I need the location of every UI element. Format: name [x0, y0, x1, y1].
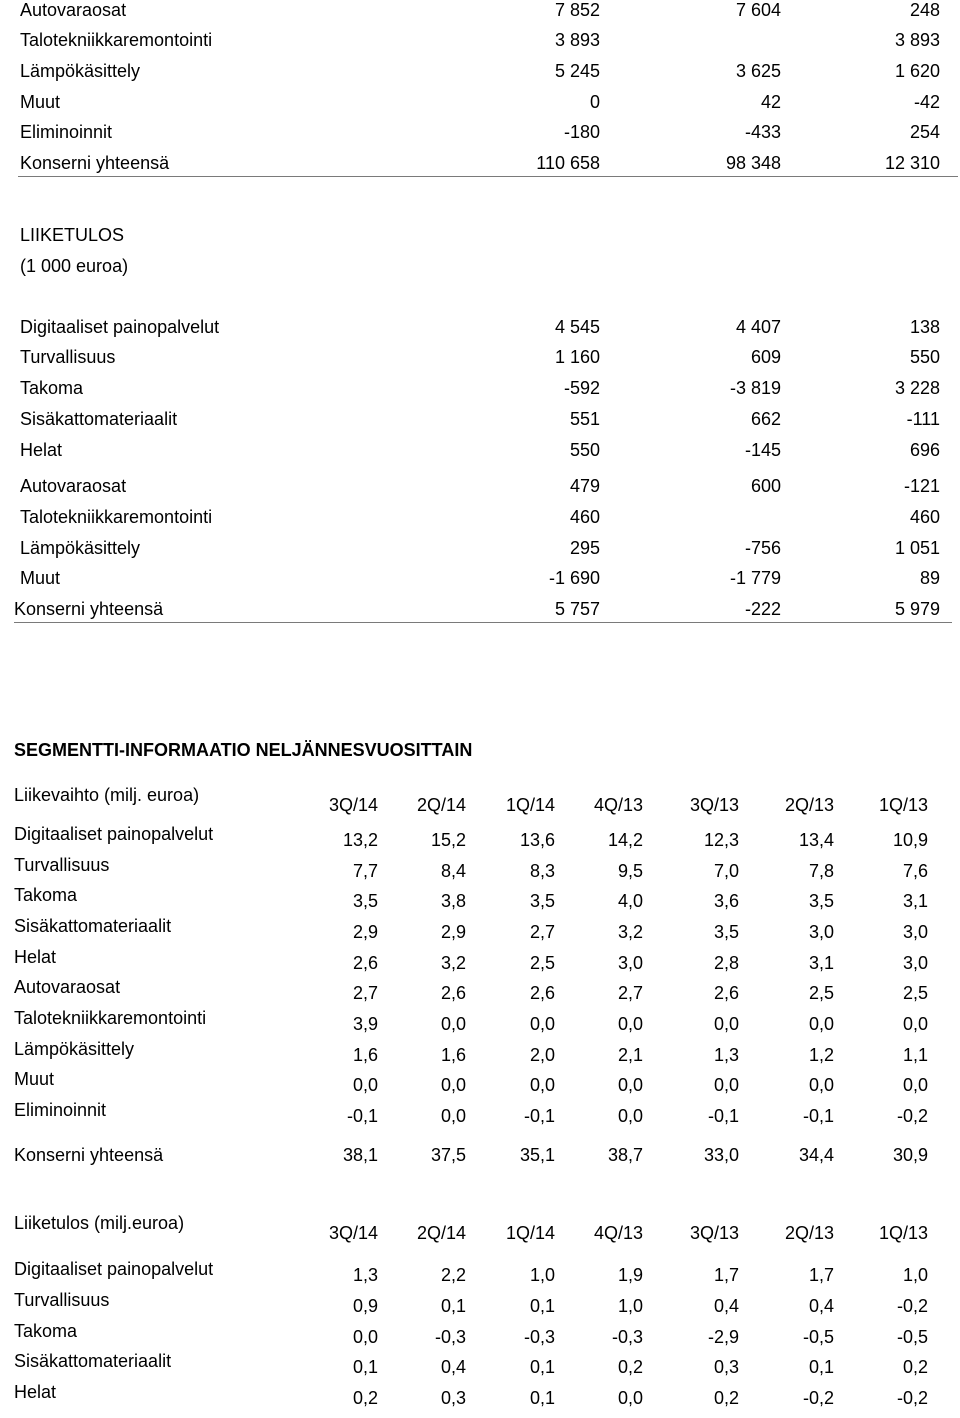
- value-cell: 254: [909, 122, 940, 142]
- value-cell: 0,9: [352, 1296, 378, 1316]
- column-header: 2Q/13: [784, 1223, 834, 1243]
- value-cell: 12 310: [884, 153, 940, 173]
- row-label: Turvallisuus: [14, 1290, 110, 1310]
- value-cell: 2,6: [529, 983, 555, 1003]
- table-row: [0, 1290, 960, 1326]
- value-cell: 0,0: [440, 1106, 466, 1126]
- value-cell: 0,0: [617, 1014, 643, 1034]
- value-cell: -3 819: [729, 378, 781, 398]
- value-cell: 248: [909, 0, 940, 20]
- value-cell: 3,9: [352, 1014, 378, 1034]
- value-cell: 8,3: [529, 861, 555, 881]
- value-cell: 3,5: [713, 922, 739, 942]
- value-cell: 0,1: [352, 1357, 378, 1377]
- value-cell: 0,0: [617, 1388, 643, 1408]
- value-cell: 1,3: [713, 1045, 739, 1065]
- column-header: 3Q/13: [689, 1223, 739, 1243]
- table-row: [0, 824, 960, 860]
- table-row: [0, 1069, 960, 1105]
- value-cell: 0,0: [617, 1075, 643, 1095]
- table-title: Liiketulos (milj.euroa): [14, 1213, 185, 1233]
- value-cell: 0,2: [352, 1388, 378, 1408]
- value-cell: 3,1: [902, 891, 928, 911]
- value-cell: 0,1: [529, 1357, 555, 1377]
- value-cell: 0,2: [902, 1357, 928, 1377]
- column-header: 3Q/13: [689, 795, 739, 815]
- value-cell: 3 893: [894, 30, 940, 50]
- row-label: Sisäkattomateriaalit: [14, 1351, 172, 1371]
- value-cell: 3,5: [352, 891, 378, 911]
- row-label: Digitaaliset painopalvelut: [20, 317, 220, 337]
- value-cell: 2,5: [902, 983, 928, 1003]
- value-cell: 2,7: [352, 983, 378, 1003]
- value-cell: 5 979: [894, 599, 940, 619]
- value-cell: -0,1: [802, 1106, 834, 1126]
- value-cell: 0,0: [617, 1106, 643, 1126]
- row-label: Eliminoinnit: [14, 1100, 107, 1120]
- value-cell: 551: [569, 409, 600, 429]
- value-cell: 1,0: [902, 1265, 928, 1285]
- column-header: 1Q/14: [505, 795, 555, 815]
- value-cell: -0,2: [896, 1296, 928, 1316]
- value-cell: 0,1: [808, 1357, 834, 1377]
- value-cell: 3,1: [808, 953, 834, 973]
- value-cell: 2,7: [617, 983, 643, 1003]
- value-cell: 1,3: [352, 1265, 378, 1285]
- column-header: 1Q/14: [505, 1223, 555, 1243]
- value-cell: 3,6: [713, 891, 739, 911]
- value-cell: 138: [909, 317, 940, 337]
- row-label: Muut: [20, 92, 61, 112]
- table-row: [0, 507, 960, 537]
- value-cell: -592: [563, 378, 600, 398]
- row-label: Turvallisuus: [20, 347, 116, 367]
- value-cell: 0,0: [808, 1075, 834, 1095]
- row-label: Takoma: [20, 378, 84, 398]
- value-cell: 295: [569, 538, 600, 558]
- value-cell: 0,0: [440, 1014, 466, 1034]
- column-header: 2Q/13: [784, 795, 834, 815]
- value-cell: -1 779: [729, 568, 781, 588]
- row-label: Eliminoinnit: [20, 122, 113, 142]
- table-row: [0, 1259, 960, 1295]
- table-row: [0, 1351, 960, 1387]
- total-row: [0, 1145, 960, 1175]
- table-row: [0, 30, 960, 60]
- value-cell: -0,5: [802, 1327, 834, 1347]
- value-cell: 1,6: [352, 1045, 378, 1065]
- value-cell: -0,1: [523, 1106, 555, 1126]
- value-cell: 0: [589, 92, 600, 112]
- row-label: Autovaraosat: [20, 476, 127, 496]
- value-cell: 2,5: [529, 953, 555, 973]
- row-label: Autovaraosat: [20, 0, 127, 20]
- value-cell: 3 625: [735, 61, 781, 81]
- value-cell: 0,0: [902, 1014, 928, 1034]
- divider: [14, 622, 952, 623]
- value-cell: 0,1: [529, 1296, 555, 1316]
- section-unit: (1 000 euroa): [20, 256, 129, 276]
- column-header: 3Q/14: [328, 1223, 378, 1243]
- value-cell: 38,1: [342, 1145, 378, 1165]
- value-cell: 662: [750, 409, 781, 429]
- value-cell: 0,4: [808, 1296, 834, 1316]
- value-cell: -0,3: [523, 1327, 555, 1347]
- value-cell: 13,2: [342, 830, 378, 850]
- value-cell: 3,2: [440, 953, 466, 973]
- value-cell: 7 852: [554, 0, 600, 20]
- value-cell: 98 348: [725, 153, 781, 173]
- value-cell: 1,7: [808, 1265, 834, 1285]
- value-cell: 0,0: [902, 1075, 928, 1095]
- table-row: [0, 947, 960, 983]
- value-cell: 4,0: [617, 891, 643, 911]
- value-cell: -222: [744, 599, 781, 619]
- row-label: Lämpökäsittely: [14, 1039, 135, 1059]
- value-cell: 42: [760, 92, 781, 112]
- row-label: Talotekniikkaremontointi: [14, 1008, 207, 1028]
- value-cell: -111: [906, 409, 940, 429]
- table-row: [0, 1100, 960, 1136]
- value-cell: -0,1: [707, 1106, 739, 1126]
- value-cell: -756: [744, 538, 781, 558]
- value-cell: -121: [903, 476, 940, 496]
- row-label: Autovaraosat: [14, 977, 121, 997]
- table-row: [0, 0, 960, 30]
- value-cell: 2,7: [529, 922, 555, 942]
- value-cell: -0,2: [802, 1388, 834, 1408]
- column-header: 1Q/13: [878, 1223, 928, 1243]
- row-label: Takoma: [14, 1321, 78, 1341]
- value-cell: -433: [744, 122, 781, 142]
- value-cell: 8,4: [440, 861, 466, 881]
- value-cell: 609: [750, 347, 781, 367]
- table-row: [0, 855, 960, 891]
- value-cell: -42: [913, 92, 940, 112]
- value-cell: 34,4: [798, 1145, 834, 1165]
- value-cell: 35,1: [519, 1145, 555, 1165]
- value-cell: 3 228: [894, 378, 940, 398]
- value-cell: 7,0: [713, 861, 739, 881]
- value-cell: 600: [750, 476, 781, 496]
- row-label: Sisäkattomateriaalit: [14, 916, 172, 936]
- table-row: [0, 347, 960, 377]
- row-label: Lämpökäsittely: [20, 538, 141, 558]
- value-cell: 2,6: [352, 953, 378, 973]
- value-cell: -0,2: [896, 1388, 928, 1408]
- row-label: Digitaaliset painopalvelut: [14, 824, 214, 844]
- table-header-row: [0, 1213, 960, 1253]
- table-row: [0, 440, 960, 470]
- value-cell: 0,1: [529, 1388, 555, 1408]
- value-cell: 1,7: [713, 1265, 739, 1285]
- value-cell: 2,0: [529, 1045, 555, 1065]
- value-cell: 2,9: [352, 922, 378, 942]
- table-row: [0, 538, 960, 568]
- value-cell: 1,0: [617, 1296, 643, 1316]
- value-cell: 30,9: [892, 1145, 928, 1165]
- row-label: Talotekniikkaremontointi: [20, 507, 213, 527]
- value-cell: 3,8: [440, 891, 466, 911]
- value-cell: 550: [909, 347, 940, 367]
- value-cell: -0,3: [611, 1327, 643, 1347]
- value-cell: 479: [569, 476, 600, 496]
- value-cell: 3,2: [617, 922, 643, 942]
- value-cell: -2,9: [707, 1327, 739, 1347]
- value-cell: -0,2: [896, 1106, 928, 1126]
- row-label: Turvallisuus: [14, 855, 110, 875]
- section-title: LIIKETULOS: [20, 225, 125, 245]
- value-cell: 7 604: [735, 0, 781, 20]
- value-cell: 7,7: [352, 861, 378, 881]
- value-cell: 13,6: [519, 830, 555, 850]
- value-cell: 3,0: [617, 953, 643, 973]
- value-cell: 0,1: [440, 1296, 466, 1316]
- column-header: 1Q/13: [878, 795, 928, 815]
- value-cell: 0,0: [529, 1014, 555, 1034]
- value-cell: 12,3: [703, 830, 739, 850]
- value-cell: 2,2: [440, 1265, 466, 1285]
- column-header: 3Q/14: [328, 795, 378, 815]
- value-cell: 14,2: [607, 830, 643, 850]
- row-label: Sisäkattomateriaalit: [20, 409, 178, 429]
- value-cell: 5 757: [554, 599, 600, 619]
- value-cell: 110 658: [536, 153, 600, 173]
- table-row: [0, 1382, 960, 1418]
- value-cell: 2,1: [617, 1045, 643, 1065]
- table-row: [0, 409, 960, 439]
- table-row: [0, 153, 960, 183]
- value-cell: 0,0: [352, 1327, 378, 1347]
- value-cell: 33,0: [703, 1145, 739, 1165]
- value-cell: 10,9: [892, 830, 928, 850]
- row-label: Muut: [14, 1069, 55, 1089]
- table-row: [0, 317, 960, 347]
- value-cell: 550: [569, 440, 600, 460]
- value-cell: 0,3: [440, 1388, 466, 1408]
- value-cell: 1,2: [808, 1045, 834, 1065]
- value-cell: 38,7: [607, 1145, 643, 1165]
- value-cell: 3 893: [554, 30, 600, 50]
- row-label: Muut: [20, 568, 61, 588]
- value-cell: 2,9: [440, 922, 466, 942]
- value-cell: 0,4: [440, 1357, 466, 1377]
- column-header: 4Q/13: [593, 795, 643, 815]
- value-cell: 0,2: [713, 1388, 739, 1408]
- value-cell: 13,4: [798, 830, 834, 850]
- value-cell: 37,5: [430, 1145, 466, 1165]
- value-cell: -0,3: [434, 1327, 466, 1347]
- value-cell: -180: [563, 122, 600, 142]
- value-cell: 3,5: [808, 891, 834, 911]
- value-cell: 2,5: [808, 983, 834, 1003]
- table-row: [0, 476, 960, 506]
- value-cell: 1 051: [894, 538, 940, 558]
- row-label: Lämpökäsittely: [20, 61, 141, 81]
- row-label: Konserni yhteensä: [20, 153, 170, 173]
- value-cell: -145: [744, 440, 781, 460]
- value-cell: -0,1: [346, 1106, 378, 1126]
- value-cell: 2,6: [713, 983, 739, 1003]
- value-cell: 696: [909, 440, 940, 460]
- table-row: [0, 1039, 960, 1075]
- value-cell: 1,1: [902, 1045, 928, 1065]
- value-cell: 2,8: [713, 953, 739, 973]
- row-label: Konserni yhteensä: [14, 1145, 164, 1165]
- row-label: Konserni yhteensä: [14, 599, 164, 619]
- table-row: [0, 92, 960, 122]
- value-cell: 0,0: [529, 1075, 555, 1095]
- row-label: Talotekniikkaremontointi: [20, 30, 213, 50]
- value-cell: 3,0: [902, 922, 928, 942]
- value-cell: 1,9: [617, 1265, 643, 1285]
- value-cell: 1,0: [529, 1265, 555, 1285]
- section-heading: SEGMENTTI-INFORMAATIO NELJÄNNESVUOSITTAIN: [14, 740, 473, 760]
- table-header-row: [0, 785, 960, 825]
- value-cell: 89: [919, 568, 940, 588]
- value-cell: 15,2: [430, 830, 466, 850]
- row-label: Takoma: [14, 885, 78, 905]
- value-cell: -0,5: [896, 1327, 928, 1347]
- value-cell: 9,5: [617, 861, 643, 881]
- value-cell: 0,3: [713, 1357, 739, 1377]
- value-cell: 7,8: [808, 861, 834, 881]
- divider: [18, 176, 958, 177]
- value-cell: 3,5: [529, 891, 555, 911]
- value-cell: 460: [909, 507, 940, 527]
- value-cell: 1,6: [440, 1045, 466, 1065]
- value-cell: 4 407: [735, 317, 781, 337]
- table-row: [0, 568, 960, 598]
- row-label: Digitaaliset painopalvelut: [14, 1259, 214, 1279]
- column-header: 2Q/14: [416, 795, 466, 815]
- value-cell: 0,0: [440, 1075, 466, 1095]
- value-cell: 0,0: [713, 1075, 739, 1095]
- value-cell: 7,6: [902, 861, 928, 881]
- table-row: [0, 61, 960, 91]
- value-cell: 0,0: [808, 1014, 834, 1034]
- value-cell: 3,0: [902, 953, 928, 973]
- value-cell: 460: [569, 507, 600, 527]
- value-cell: 3,0: [808, 922, 834, 942]
- row-label: Helat: [20, 440, 63, 460]
- table-row: [0, 122, 960, 152]
- table-row: [0, 1008, 960, 1044]
- row-label: Helat: [14, 1382, 57, 1402]
- value-cell: 0,0: [713, 1014, 739, 1034]
- table-row: [0, 916, 960, 952]
- value-cell: 0,4: [713, 1296, 739, 1316]
- value-cell: 0,0: [352, 1075, 378, 1095]
- table-title: Liikevaihto (milj. euroa): [14, 785, 200, 805]
- column-header: 2Q/14: [416, 1223, 466, 1243]
- value-cell: 2,6: [440, 983, 466, 1003]
- value-cell: 5 245: [554, 61, 600, 81]
- table-row: [0, 599, 960, 629]
- column-header: 4Q/13: [593, 1223, 643, 1243]
- value-cell: 1 160: [554, 347, 600, 367]
- value-cell: 1 620: [894, 61, 940, 81]
- table-row: [0, 378, 960, 408]
- value-cell: -1 690: [548, 568, 600, 588]
- value-cell: 0,2: [617, 1357, 643, 1377]
- value-cell: 4 545: [554, 317, 600, 337]
- row-label: Helat: [14, 947, 57, 967]
